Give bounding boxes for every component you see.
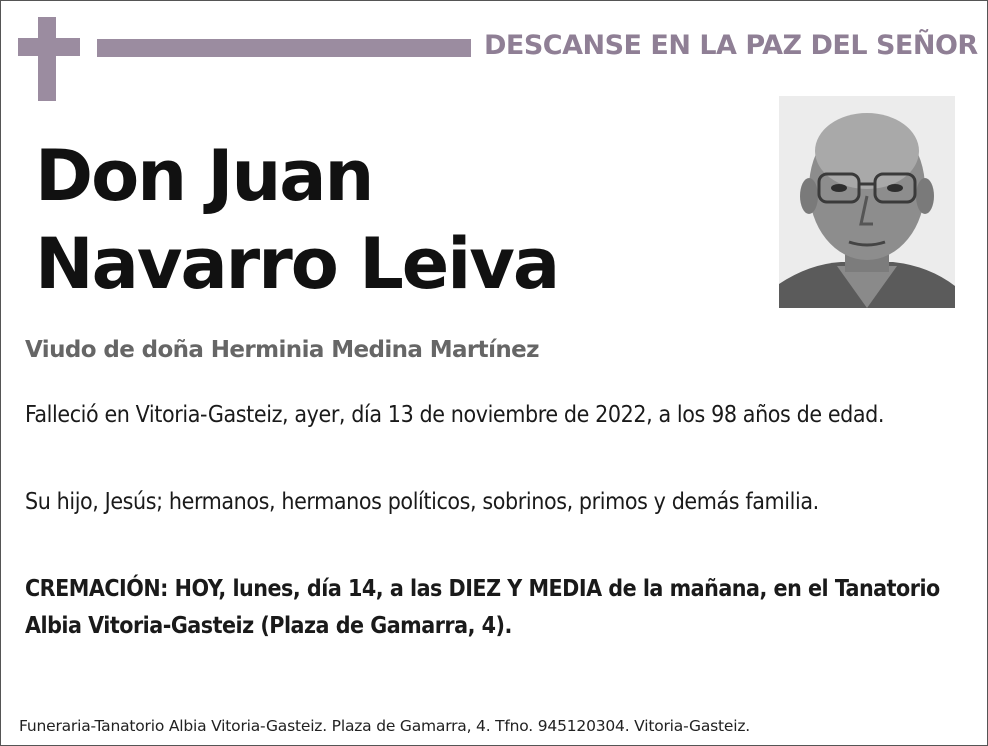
death-notice-paragraph: Falleció en Vitoria-Gasteiz, ayer, día 13 de noviembre de 2022, a los 98 años de edad. xyxy=(25,402,885,428)
cross-horizontal-bar xyxy=(18,38,80,56)
deceased-name xyxy=(35,132,735,308)
cross-vertical-bar xyxy=(38,17,56,101)
ceremony-paragraph: CREMACIÓN: HOY, lunes, día 14, a las DIEZ Y MEDIA de la mañana, en el Tanatorio Albia Vitoria-Gasteiz (Plaza de Gamarra, 4). xyxy=(25,576,940,639)
deceased-name-line2: Navarro Leiva xyxy=(35,223,559,305)
deceased-name-line1: Don Juan xyxy=(35,135,373,217)
family-paragraph: Su hijo, Jesús; hermanos, hermanos políticos, sobrinos, primos y demás familia. xyxy=(25,489,819,515)
spouse-line: Viudo de doña Herminia Medina Martínez xyxy=(25,337,539,363)
header-title: DESCANSE EN LA PAZ DEL SEÑOR xyxy=(484,30,978,61)
header-divider-bar xyxy=(97,39,471,57)
portrait-photo xyxy=(779,96,955,308)
funeral-home-footer: Funeraria-Tanatorio Albia Vitoria-Gasteiz. Plaza de Gamarra, 4. Tfno. 945120304. Vitoria-Gasteiz. xyxy=(19,717,751,735)
portrait-image xyxy=(779,96,955,308)
